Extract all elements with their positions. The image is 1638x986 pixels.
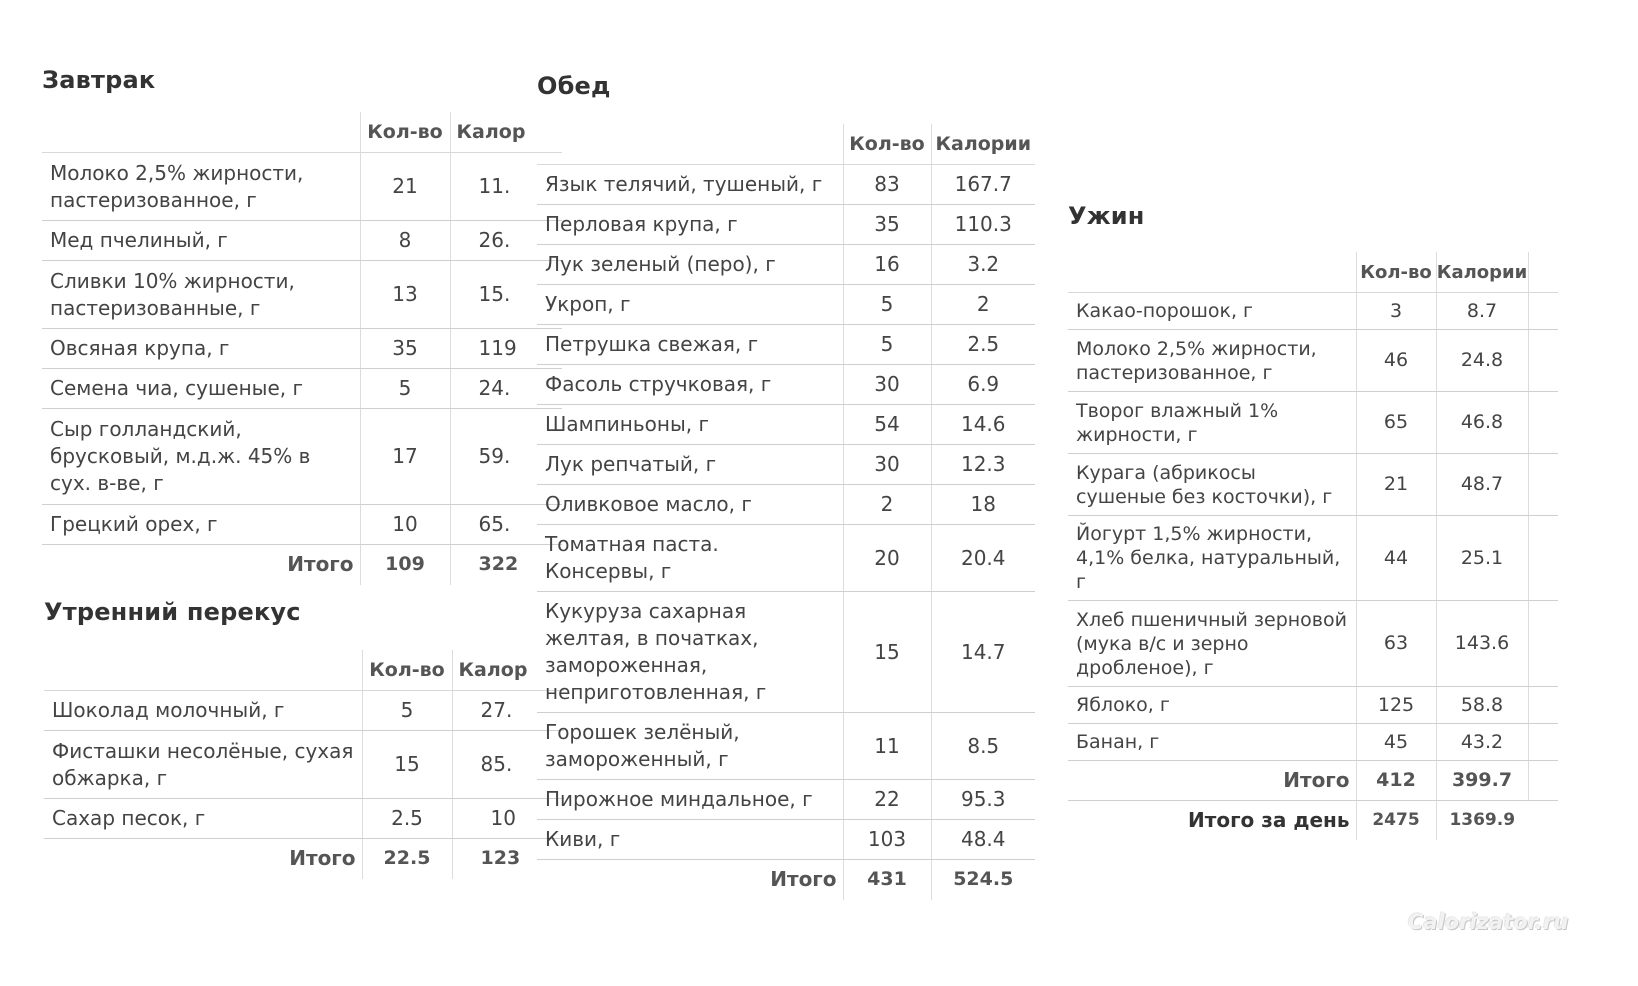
lunch-title: Обед [537, 72, 611, 100]
total-row [537, 860, 1035, 900]
table-row [537, 245, 1035, 285]
food-name: Кукуруза сахарная желтая, в початках, замороженная, неприготовленная, г [537, 592, 843, 713]
food-qty: 35 [360, 329, 450, 369]
food-calories: 167.7 [931, 165, 1035, 205]
table-row [42, 221, 562, 261]
food-name: Сыр голландский, брусковый, м.д.ж. 45% в сух. в-ве, г [42, 409, 360, 505]
food-name: Какао-порошок, г [1068, 293, 1356, 330]
total-qty: 431 [843, 860, 931, 900]
table-row [537, 325, 1035, 365]
food-name: Семена чиа, сушеные, г [42, 369, 360, 409]
food-qty: 5 [362, 691, 452, 731]
breakfast-section [42, 66, 526, 585]
food-name: Сахар песок, г [44, 799, 362, 839]
table-row [537, 525, 1035, 592]
total-qty: 109 [360, 545, 450, 585]
food-name: Йогурт 1,5% жирности, 4,1% белка, натуральный, г [1068, 516, 1356, 601]
food-calories: 85. [452, 731, 564, 799]
food-name: Молоко 2,5% жирности, пастеризованное, г [1068, 330, 1356, 392]
food-qty: 22 [843, 780, 931, 820]
food-qty: 35 [843, 205, 931, 245]
table-row [1068, 454, 1558, 516]
total-label: Итого [1068, 761, 1356, 801]
food-qty: 30 [843, 365, 931, 405]
food-name: Перловая крупа, г [537, 205, 843, 245]
food-qty: 44 [1356, 516, 1436, 601]
food-name: Хлеб пшеничный зерновой (мука в/с и зерно дробленое), г [1068, 601, 1356, 687]
food-calories: 26. [450, 221, 562, 261]
table-row [42, 329, 562, 369]
food-calories: 25.1 [1436, 516, 1528, 601]
total-calories: 123 [452, 839, 564, 879]
food-calories: 48.4 [931, 820, 1035, 860]
dinner-title: Ужин [1068, 202, 1145, 230]
food-calories: 12.3 [931, 445, 1035, 485]
food-calories: 10 [452, 799, 564, 839]
table-row [537, 365, 1035, 405]
food-name: Язык телячий, тушеный, г [537, 165, 843, 205]
food-qty: 5 [360, 369, 450, 409]
food-calories: 43.2 [1436, 724, 1528, 761]
table-row [42, 409, 562, 505]
total-label: Итого [289, 846, 356, 871]
food-name: Шоколад молочный, г [44, 691, 362, 731]
food-qty: 5 [843, 285, 931, 325]
food-name: Киви, г [537, 820, 843, 860]
total-calories: 322 [450, 545, 562, 585]
food-name: Грецкий орех, г [42, 505, 360, 545]
table-row [1068, 687, 1558, 724]
food-qty: 16 [843, 245, 931, 285]
total-row [1068, 761, 1558, 801]
table-row [537, 592, 1035, 713]
site-watermark: Calorizator.ru [1408, 910, 1569, 934]
food-name: Сливки 10% жирности, пастеризованные, г [42, 261, 360, 329]
food-name: Оливковое масло, г [537, 485, 843, 525]
food-calories: 15. [450, 261, 562, 329]
food-calories: 2 [931, 285, 1035, 325]
qty-header: Кол-во [360, 112, 450, 153]
food-qty: 65 [1356, 392, 1436, 454]
total-row [42, 545, 562, 585]
food-name: Курага (абрикосы сушеные без косточки), г [1068, 454, 1356, 516]
table-row [44, 799, 564, 839]
food-calories: 24. [450, 369, 562, 409]
table-row [537, 405, 1035, 445]
food-qty: 54 [843, 405, 931, 445]
qty-header: Кол-во [362, 650, 452, 691]
qty-header: Кол-во [1356, 252, 1436, 293]
food-qty: 20 [843, 525, 931, 592]
food-name: Укроп, г [537, 285, 843, 325]
calories-header: Калор [452, 650, 564, 691]
food-name: Пирожное миндальное, г [537, 780, 843, 820]
food-name: Томатная паста. Консервы, г [537, 525, 843, 592]
calories-header: Калории [1436, 252, 1528, 293]
dinner-section [1068, 202, 1544, 840]
food-qty: 63 [1356, 601, 1436, 687]
table-row [537, 820, 1035, 860]
food-calories: 11. [450, 153, 562, 221]
food-qty: 2.5 [362, 799, 452, 839]
food-name: Банан, г [1068, 724, 1356, 761]
table-row [537, 165, 1035, 205]
table-row [537, 445, 1035, 485]
food-name: Шампиньоны, г [537, 405, 843, 445]
food-qty: 21 [1356, 454, 1436, 516]
dinner-table [1068, 252, 1558, 840]
food-name: Мед пчелиный, г [42, 221, 360, 261]
food-qty: 15 [362, 731, 452, 799]
table-row [44, 731, 564, 799]
food-calories: 46.8 [1436, 392, 1528, 454]
food-calories: 119 [450, 329, 562, 369]
food-qty: 11 [843, 713, 931, 780]
total-label: Итого [287, 552, 354, 577]
snack-title: Утренний перекус [44, 598, 301, 626]
snack-table [44, 650, 564, 879]
grand-total-calories: 1369.9 [1436, 801, 1528, 841]
food-calories: 65. [450, 505, 562, 545]
table-row [537, 485, 1035, 525]
food-calories: 8.7 [1436, 293, 1528, 330]
food-calories: 14.6 [931, 405, 1035, 445]
grand-total-qty: 2475 [1356, 801, 1436, 841]
food-qty: 125 [1356, 687, 1436, 724]
food-qty: 10 [360, 505, 450, 545]
calories-header: Калории [931, 124, 1035, 165]
food-calories: 59. [450, 409, 562, 505]
grand-total-label: Итого за день [1188, 808, 1350, 832]
total-calories: 399.7 [1436, 761, 1528, 801]
food-name: Лук зеленый (перо), г [537, 245, 843, 285]
table-row [1068, 724, 1558, 761]
food-calories: 14.7 [931, 592, 1035, 713]
grand-total-row [1068, 801, 1558, 841]
food-name: Горошек зелёный, замороженный, г [537, 713, 843, 780]
food-qty: 17 [360, 409, 450, 505]
table-row [42, 261, 562, 329]
table-row [537, 285, 1035, 325]
food-calories: 8.5 [931, 713, 1035, 780]
total-calories: 524.5 [931, 860, 1035, 900]
food-qty: 21 [360, 153, 450, 221]
food-calories: 95.3 [931, 780, 1035, 820]
table-row [42, 505, 562, 545]
table-row [44, 691, 564, 731]
food-qty: 8 [360, 221, 450, 261]
food-qty: 15 [843, 592, 931, 713]
calories-header: Калор [450, 112, 562, 153]
total-qty: 22.5 [362, 839, 452, 879]
table-row [537, 780, 1035, 820]
food-calories: 110.3 [931, 205, 1035, 245]
breakfast-table [42, 112, 562, 585]
food-calories: 24.8 [1436, 330, 1528, 392]
breakfast-title: Завтрак [42, 66, 156, 94]
lunch-section [537, 72, 1035, 900]
food-qty: 5 [843, 325, 931, 365]
food-name: Фасоль стручковая, г [537, 365, 843, 405]
table-row [42, 153, 562, 221]
food-qty: 103 [843, 820, 931, 860]
food-name: Яблоко, г [1068, 687, 1356, 724]
food-qty: 83 [843, 165, 931, 205]
food-name: Молоко 2,5% жирности, пастеризованное, г [42, 153, 360, 221]
lunch-table [537, 124, 1035, 900]
food-name: Фисташки несолёные, сухая обжарка, г [44, 731, 362, 799]
food-calories: 3.2 [931, 245, 1035, 285]
table-row [1068, 392, 1558, 454]
food-calories: 18 [931, 485, 1035, 525]
food-name: Творог влажный 1% жирности, г [1068, 392, 1356, 454]
qty-header: Кол-во [843, 124, 931, 165]
food-calories: 6.9 [931, 365, 1035, 405]
table-row [537, 713, 1035, 780]
snack-section [44, 598, 528, 879]
food-qty: 13 [360, 261, 450, 329]
table-row [537, 205, 1035, 245]
table-row [1068, 293, 1558, 330]
total-label: Итого [770, 867, 837, 892]
table-row [1068, 330, 1558, 392]
food-qty: 3 [1356, 293, 1436, 330]
food-calories: 20.4 [931, 525, 1035, 592]
food-qty: 46 [1356, 330, 1436, 392]
total-qty: 412 [1356, 761, 1436, 801]
food-qty: 2 [843, 485, 931, 525]
food-calories: 27. [452, 691, 564, 731]
table-row [1068, 516, 1558, 601]
food-qty: 45 [1356, 724, 1436, 761]
food-name: Овсяная крупа, г [42, 329, 360, 369]
food-calories: 143.6 [1436, 601, 1528, 687]
food-qty: 30 [843, 445, 931, 485]
food-name: Петрушка свежая, г [537, 325, 843, 365]
table-row [42, 369, 562, 409]
table-row [1068, 601, 1558, 687]
food-calories: 48.7 [1436, 454, 1528, 516]
food-calories: 58.8 [1436, 687, 1528, 724]
total-row [44, 839, 564, 879]
food-name: Лук репчатый, г [537, 445, 843, 485]
food-calories: 2.5 [931, 325, 1035, 365]
